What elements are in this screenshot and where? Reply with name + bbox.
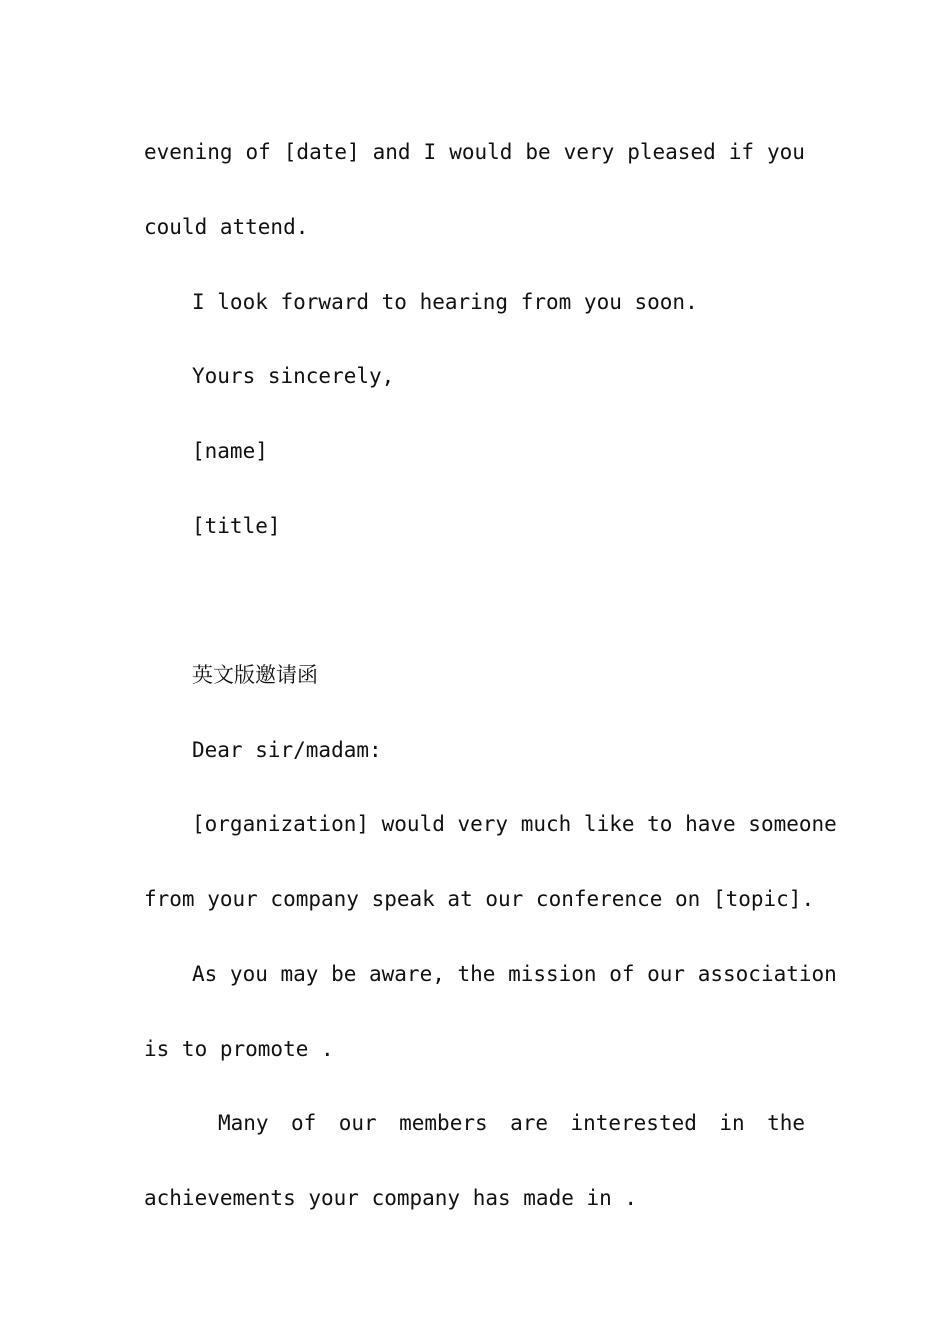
paragraph-2-line-1: As you may be aware, the mission of our association xyxy=(192,962,837,986)
paragraph-1-line-2: from your company speak at our conference on [topic]. xyxy=(144,887,815,911)
section-heading: 英文版邀请函 xyxy=(192,663,318,687)
word: of xyxy=(291,1111,317,1135)
paragraph-3-line-1 xyxy=(218,1110,805,1136)
line-evening xyxy=(144,139,805,165)
word: you xyxy=(767,140,805,164)
word: of xyxy=(245,140,271,164)
closing-yours-sincerely: Yours sincerely, xyxy=(192,364,395,388)
word: and xyxy=(372,140,411,164)
word: the xyxy=(767,1111,805,1135)
closing-name: [name] xyxy=(192,439,268,463)
word: are xyxy=(510,1111,549,1135)
paragraph-3-line-2: achievements your company has made in . xyxy=(144,1186,638,1210)
word: would xyxy=(449,140,513,164)
word: interested xyxy=(570,1111,697,1135)
word: [date] xyxy=(283,140,360,164)
paragraph-1-line-1: [organization] would very much like to have someone xyxy=(192,812,837,836)
word: evening xyxy=(144,140,233,164)
closing-look-forward: I look forward to hearing from you soon. xyxy=(192,290,698,314)
paragraph-2-line-2: is to promote . xyxy=(144,1037,334,1061)
word: I xyxy=(423,140,437,164)
line-could-attend: could attend. xyxy=(144,215,309,239)
salutation: Dear sir/madam: xyxy=(192,738,382,762)
word: members xyxy=(399,1111,488,1135)
word: in xyxy=(719,1111,745,1135)
word: pleased xyxy=(627,140,716,164)
word: our xyxy=(338,1111,377,1135)
word: be xyxy=(525,140,551,164)
word: if xyxy=(728,140,755,164)
closing-title: [title] xyxy=(192,514,281,538)
word: very xyxy=(563,140,615,164)
word: Many xyxy=(218,1111,269,1135)
